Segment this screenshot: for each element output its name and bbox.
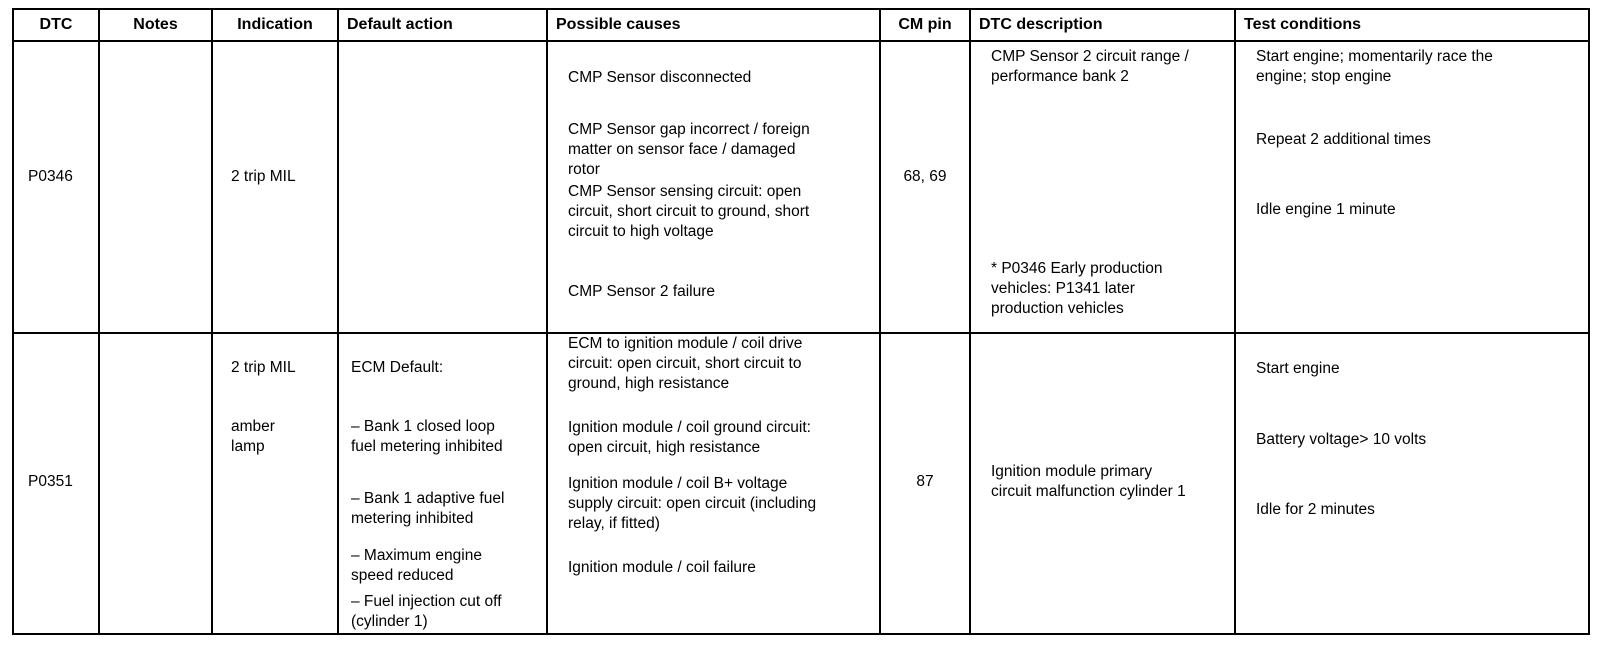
header-notes: Notes	[99, 9, 212, 41]
dtc-description-cell	[970, 41, 1235, 333]
default-action-text: – Maximum engine speed reduced	[351, 547, 482, 584]
default-action-cell	[338, 41, 547, 333]
default-action-cell	[338, 333, 547, 634]
cause-text: Ignition module / coil ground circuit: open circuit, high resistance	[568, 419, 811, 456]
indication-text: 2 trip MIL	[231, 168, 296, 185]
header-default-action: Default action	[338, 9, 547, 41]
cause-text: CMP Sensor gap incorrect / foreign matter on sensor face / damaged rotor	[568, 121, 810, 178]
condition-text: Start engine; momentarily race the engine; stop engine	[1256, 48, 1493, 85]
condition-text: Idle for 2 minutes	[1256, 501, 1375, 518]
condition-text: Start engine	[1256, 360, 1340, 377]
header-possible-causes: Possible causes	[547, 9, 880, 41]
condition-text: Idle engine 1 minute	[1256, 201, 1396, 218]
cause-text: Ignition module / coil failure	[568, 559, 756, 576]
possible-causes-cell	[547, 333, 880, 634]
cause-text: CMP Sensor disconnected	[568, 69, 752, 86]
default-action-text: ECM Default:	[351, 359, 444, 376]
dtc-cell	[13, 333, 99, 634]
dtc-description-cell	[970, 333, 1235, 634]
dtc-cell	[13, 41, 99, 333]
cm-pin-cell	[880, 41, 970, 333]
possible-causes-cell	[547, 41, 880, 333]
test-conditions-cell	[1235, 41, 1589, 333]
default-action-text: – Bank 1 adaptive fuel metering inhibited	[351, 490, 505, 527]
default-action-text: – Fuel injection cut off (cylinder 1)	[351, 593, 502, 630]
cause-text: CMP Sensor 2 failure	[568, 283, 716, 300]
table-row	[13, 41, 1589, 333]
header-test-conditions: Test conditions	[1235, 9, 1589, 41]
cause-text: ECM to ignition module / coil drive circuit: open circuit, short circuit to ground, high resistance	[568, 335, 803, 392]
notes-cell	[99, 41, 212, 333]
indication-cell	[212, 41, 338, 333]
indication-cell	[212, 333, 338, 634]
test-conditions-cell	[1235, 333, 1589, 634]
cm-pin-text: 68, 69	[903, 168, 947, 185]
indication-text: amber lamp	[231, 418, 275, 455]
cm-pin-text: 87	[916, 473, 934, 490]
cause-text: Ignition module / coil B+ voltage supply circuit: open circuit (including relay, if fitted)	[568, 475, 817, 532]
description-text: CMP Sensor 2 circuit range / performance bank 2	[991, 48, 1189, 85]
notes-cell	[99, 333, 212, 634]
condition-text: Battery voltage> 10 volts	[1256, 431, 1427, 448]
default-action-text: – Bank 1 closed loop fuel metering inhibited	[351, 418, 503, 455]
table-row	[13, 333, 1589, 634]
header-row	[13, 9, 1589, 41]
cm-pin-cell	[880, 333, 970, 634]
dtc-table	[12, 8, 1590, 635]
cause-text: CMP Sensor sensing circuit: open circuit, short circuit to ground, short circuit to high voltage	[568, 183, 810, 240]
condition-text: Repeat 2 additional times	[1256, 131, 1431, 148]
description-text: Ignition module primary circuit malfunction cylinder 1	[991, 463, 1186, 500]
header-cm-pin: CM pin	[880, 9, 970, 41]
header-indication: Indication	[212, 9, 338, 41]
header-dtc: DTC	[13, 9, 99, 41]
indication-text: 2 trip MIL	[231, 359, 296, 376]
dtc-code: P0351	[28, 473, 73, 490]
description-note: * P0346 Early production vehicles: P1341 later production vehicles	[991, 260, 1163, 317]
header-dtc-description: DTC description	[970, 9, 1235, 41]
dtc-code: P0346	[28, 168, 73, 185]
